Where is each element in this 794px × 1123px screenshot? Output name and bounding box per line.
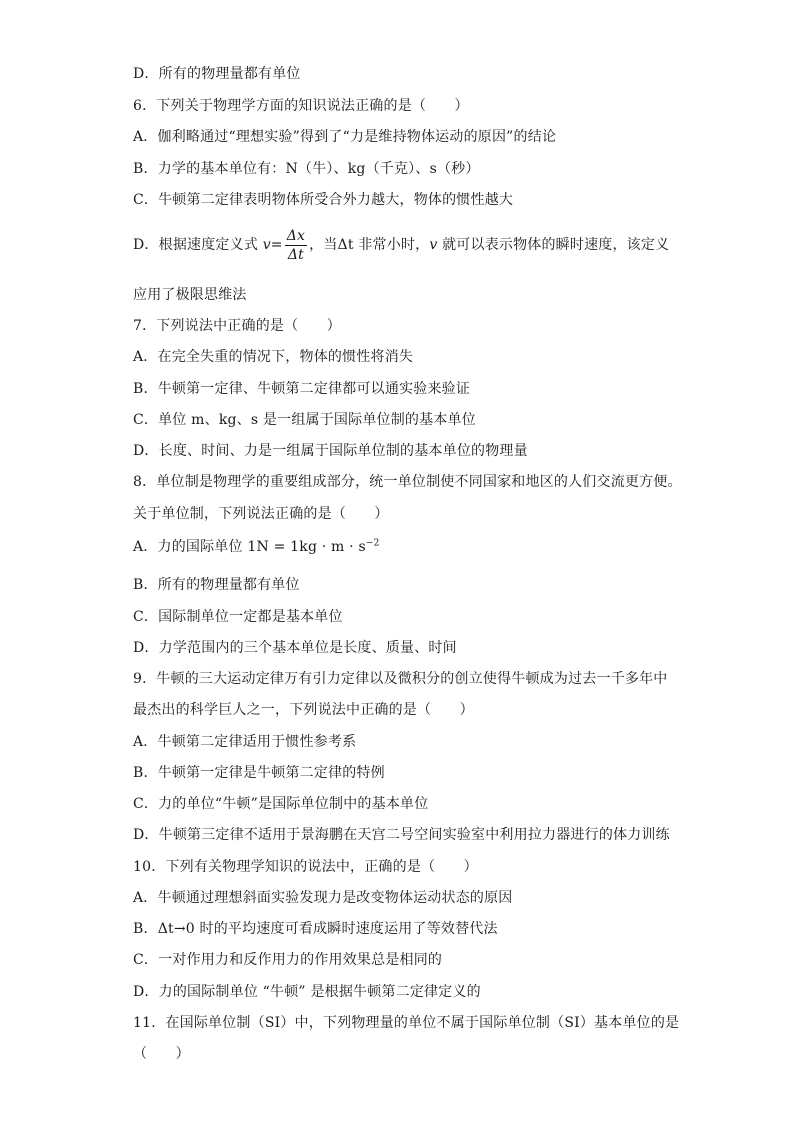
question-11: 11．在国际单位制（SI）中，下列物理量的单位不属于国际单位制（SI）基本单位的是 (133, 1015, 680, 1031)
question-9-continued: 最杰出的科学巨人之一，下列说法中正确的是（ ） (133, 702, 474, 718)
unit-formula: A．力的国际单位 1N = 1kg · m · s (133, 539, 366, 555)
option-a-q7: A．在完全失重的情况下，物体的惯性将消失 (133, 349, 414, 365)
velocity-symbol-2: v (429, 237, 438, 253)
option-b-q10: B．Δt→0 时的平均速度可看成瞬时速度运用了等效替代法 (133, 921, 498, 937)
option-b-q6: B．力学的基本单位有：N（牛）、kg（千克）、s（秒） (133, 161, 480, 177)
option-c-q9: C．力的单位“牛顿”是国际单位制中的基本单位 (133, 796, 429, 812)
question-8-continued: 关于单位制，下列说法正确的是（ ） (133, 506, 389, 522)
question-10: 10．下列有关物理学知识的说法中，正确的是（ ） (133, 859, 478, 875)
fraction-numerator: Δx (286, 227, 306, 244)
option-a-q8 (133, 538, 380, 556)
option-d-q10: D．力的国际制单位 “牛顿” 是根据牛顿第二定律定义的 (133, 984, 481, 1000)
formula-middle: ，当Δt 非常小时， (309, 237, 430, 253)
option-d-q6 (133, 226, 669, 264)
option-d-q5: D．所有的物理量都有单位 (133, 66, 301, 82)
equals-sign: = (270, 237, 283, 253)
question-7: 7．下列说法中正确的是（ ） (133, 318, 341, 334)
formula-prefix: D．根据速度定义式 (133, 237, 263, 253)
fraction-denominator: Δt (287, 246, 304, 263)
option-c-q7: C．单位 m、kg、s 是一组属于国际单位制的基本单位 (133, 412, 476, 428)
formula-suffix: 就可以表示物体的瞬时速度，该定义 (437, 237, 670, 253)
option-b-q7: B．牛顿第一定律、牛顿第二定律都可以通实验来验证 (133, 381, 471, 397)
unit-exponent: −2 (365, 538, 380, 549)
question-8: 8．单位制是物理学的重要组成部分，统一单位制使不同国家和地区的人们交流更方便。 (133, 474, 682, 490)
option-d-q9: D．牛顿第三定律不适用于景海鹏在天宫二号空间实验室中利用拉力器进行的体力训练 (133, 827, 670, 843)
option-d-q6-continued: 应用了极限思维法 (133, 287, 247, 303)
velocity-fraction (285, 228, 307, 263)
option-a-q9: A．牛顿第二定律适用于惯性参考系 (133, 734, 357, 750)
option-a-q10: A．牛顿通过理想斜面实验发现力是改变物体运动状态的原因 (133, 890, 513, 906)
option-d-q8: D．力学范围内的三个基本单位是长度、质量、时间 (133, 640, 457, 656)
option-a-q6: A．伽利略通过“理想实验”得到了“力是维持物体运动的原因”的结论 (133, 129, 557, 145)
question-9: 9．牛顿的三大运动定律万有引力定律以及微积分的创立使得牛顿成为过去一千多年中 (133, 671, 668, 687)
question-11-continued: （ ） (133, 1046, 190, 1062)
velocity-symbol: v (262, 237, 271, 253)
option-b-q9: B．牛顿第一定律是牛顿第二定律的特例 (133, 765, 385, 781)
option-c-q6: C．牛顿第二定律表明物体所受合外力越大，物体的惯性越大 (133, 192, 514, 208)
option-c-q8: C．国际制单位一定都是基本单位 (133, 609, 343, 625)
option-b-q8: B．所有的物理量都有单位 (133, 577, 300, 593)
option-d-q7: D．长度、时间、力是一组属于国际单位制的基本单位的物理量 (133, 443, 528, 459)
question-6: 6．下列关于物理学方面的知识说法正确的是（ ） (133, 98, 469, 114)
option-c-q10: C．一对作用力和反作用力的作用效果总是相同的 (133, 952, 443, 968)
